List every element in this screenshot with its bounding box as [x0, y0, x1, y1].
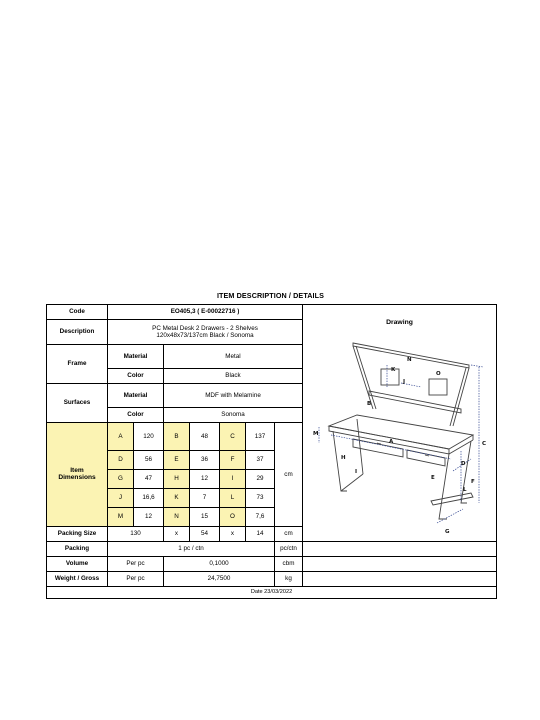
packing-value: 1 pc / ctn — [108, 541, 275, 556]
desk-top-shelf — [353, 343, 469, 368]
packing-size-times: x — [220, 526, 246, 541]
blank-cell — [303, 556, 497, 571]
drawing-cell — [303, 305, 497, 542]
drawing-title: Drawing — [386, 319, 413, 326]
dimension-key: A — [108, 422, 134, 450]
drawing-letter: E — [430, 474, 435, 481]
drawing-letter: I — [354, 468, 357, 475]
dimension-key: J — [108, 488, 134, 507]
dimension-key: H — [164, 469, 190, 488]
spec-table — [46, 304, 497, 599]
surfaces-material-value: MDF with Melamine — [164, 383, 303, 407]
drawing-letter: G — [444, 528, 450, 535]
surfaces-color-label: Color — [108, 407, 164, 422]
dimensions-label-line-1: Item — [70, 466, 84, 474]
frame-upright-left — [353, 346, 373, 409]
dimension-key: B — [164, 422, 190, 450]
dim-line-n — [471, 365, 483, 367]
packing-size-times: x — [164, 526, 190, 541]
packing-size-label: Packing Size — [47, 526, 108, 541]
dimension-value: 12 — [134, 507, 164, 526]
dimension-key: I — [220, 469, 246, 488]
description-label: Description — [47, 320, 108, 345]
dimension-key: G — [108, 469, 134, 488]
volume-row — [47, 556, 497, 571]
dimension-key: E — [164, 450, 190, 469]
frame-material-label: Material — [108, 345, 164, 369]
description-value — [108, 320, 303, 345]
code-value: EO405,3 ( E-00022716 ) — [108, 305, 303, 320]
packing-row — [47, 541, 497, 556]
dimension-value: 56 — [134, 450, 164, 469]
drawing-letter: K — [390, 366, 395, 373]
dimensions-unit: cm — [275, 422, 303, 526]
drawing-letter: N — [406, 356, 412, 363]
dimension-value: 73 — [246, 488, 275, 507]
weight-per: Per pc — [108, 571, 164, 586]
weight-value: 24,7500 — [164, 571, 275, 586]
blank-cell — [303, 541, 497, 556]
weight-row — [47, 571, 497, 586]
dimension-key: O — [220, 507, 246, 526]
dimension-key: K — [164, 488, 190, 507]
date-stamp: Date 23/03/2022 — [47, 586, 497, 598]
drawing-letter: J — [402, 378, 405, 385]
desk-drawing — [311, 331, 489, 541]
volume-value: 0,1000 — [164, 556, 275, 571]
dimension-key: C — [220, 422, 246, 450]
dimension-value: 16,6 — [134, 488, 164, 507]
dimension-value: 47 — [134, 469, 164, 488]
dim-line-g — [437, 509, 463, 523]
drawing-letter: F — [470, 478, 475, 485]
drawing-letter: H — [340, 454, 346, 461]
description-line-2: 120x48x73/137cm Black / Sonoma — [156, 332, 254, 339]
dimension-value: 12 — [190, 469, 220, 488]
dimension-value: 36 — [190, 450, 220, 469]
drawing-letter: A — [388, 438, 393, 445]
packing-size-width: 54 — [190, 526, 220, 541]
frame-upright-right — [453, 368, 469, 426]
weight-label: Weight / Gross — [47, 571, 108, 586]
dimensions-label — [47, 422, 108, 526]
dimension-key: M — [108, 507, 134, 526]
dimension-key: D — [108, 450, 134, 469]
packing-size-height: 14 — [246, 526, 275, 541]
drawing-letter: D — [460, 460, 466, 467]
date-row — [47, 586, 497, 598]
dimension-value: 120 — [134, 422, 164, 450]
frame-label: Frame — [47, 345, 108, 384]
frame-material-value: Metal — [164, 345, 303, 369]
weight-unit: kg — [275, 571, 303, 586]
code-row — [47, 305, 497, 320]
blank-cell — [303, 571, 497, 586]
volume-label: Volume — [47, 556, 108, 571]
code-label: Code — [47, 305, 108, 320]
dimensions-label-line-2: Dimensions — [58, 474, 96, 482]
frame-color-value: Black — [164, 368, 303, 383]
description-line-1: PC Metal Desk 2 Drawers - 2 Shelves — [152, 324, 258, 332]
sheet-title: ITEM DESCRIPTION / DETAILS — [216, 291, 325, 300]
packing-label: Packing — [47, 541, 108, 556]
dimension-value: 7 — [190, 488, 220, 507]
volume-per: Per pc — [108, 556, 164, 571]
volume-unit: cbm — [275, 556, 303, 571]
dimension-value: 29 — [246, 469, 275, 488]
packing-unit: pc/ctn — [275, 541, 303, 556]
packing-size-unit: cm — [275, 526, 303, 541]
dimension-key: L — [220, 488, 246, 507]
dimension-value: 7,6 — [246, 507, 275, 526]
drawing-letter: O — [435, 370, 441, 377]
surfaces-material-label: Material — [108, 383, 164, 407]
packing-size-length: 130 — [108, 526, 164, 541]
dimension-key: N — [164, 507, 190, 526]
dimension-value: 15 — [190, 507, 220, 526]
frame-leg-left — [333, 431, 347, 491]
frame-leg-right — [439, 454, 449, 519]
dimension-key: F — [220, 450, 246, 469]
drawing-letter: L — [462, 486, 467, 493]
drawing-letter: B — [366, 400, 371, 407]
surfaces-label: Surfaces — [47, 383, 108, 422]
dimension-value: 137 — [246, 422, 275, 450]
frame-color-label: Color — [108, 368, 164, 383]
dimension-value: 37 — [246, 450, 275, 469]
drawing-letter: C — [481, 440, 486, 447]
drawing-letter: M — [312, 430, 318, 437]
surfaces-color-value: Sonoma — [164, 407, 303, 422]
dimension-value: 48 — [190, 422, 220, 450]
